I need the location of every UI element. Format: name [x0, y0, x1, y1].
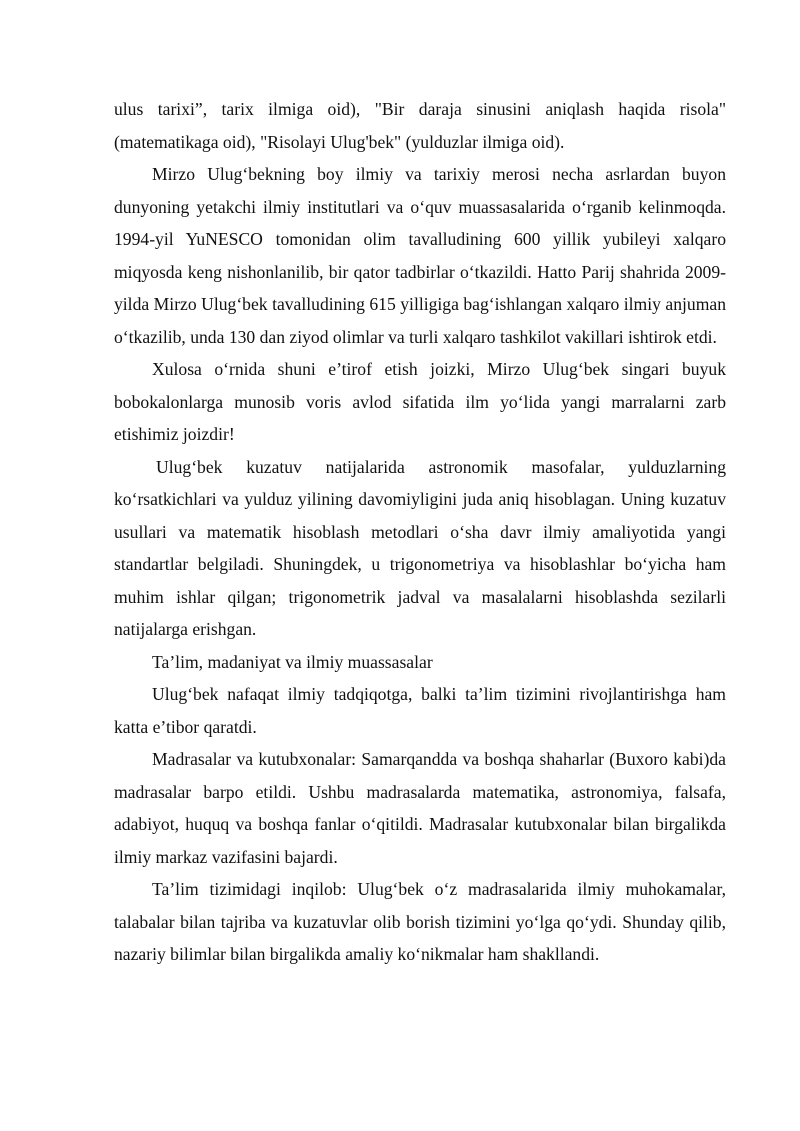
paragraph-legacy: Mirzo Ulug‘bekning boy ilmiy va tarixiy merosi necha asrlardan buyon dunyoning yetakchi ilmiy institutlari va o‘quv muassasalarida o‘rganib kelinmoqda. 1994-yil YuNESCO tomonidan olim tavalludining 600 yillik yubileyi xalqaro miqyosda keng nishonlanilib, bir qator tadbirlar o‘tkazildi. Hatto Parij shahrida 2009-yilda Mirzo Ulug‘bek tavalludining 615 yilligiga bag‘ishlangan xalqaro ilmiy anjuman o‘tkazilib, unda 130 dan ziyod olimlar va turli xalqaro tashkilot vakillari ishtirok etdi. [114, 164, 726, 347]
paragraph-continuation: ulus tarixi”, tarix ilmiga oid), "Bir daraja sinusini aniqlash haqida risola" (matematikaga oid), "Risolayi Ulug'bek" (yulduzlar ilmiga oid). [114, 99, 726, 152]
section-heading-education: Ta’lim, madaniyat va ilmiy muassasalar [152, 651, 433, 672]
paragraph-education-intro: Ulug‘bek nafaqat ilmiy tadqiqotga, balki ta’lim tizimini rivojlantirishga ham katta e’tibor qaratdi. [114, 684, 726, 737]
paragraph-education-revolution: Ta’lim tizimidagi inqilob: Ulug‘bek o‘z madrasalarida ilmiy muhokamalar, talabalar bilan tajriba va kuzatuvlar olib borish tizimini yo‘lga qo‘ydi. Shunday qilib, nazariy bilimlar bilan birgalikda amaliy ko‘nikmalar ham shakllandi. [114, 879, 726, 964]
paragraph-observations: Ulug‘bek kuzatuv natijalarida astronomik masofalar, yulduzlarning ko‘rsatkichlari va yulduz yilining davomiyligini juda aniq hisoblagan. Uning kuzatuv usullari va matematik hisoblash metodlari o‘sha davr ilmiy amaliyotida yangi standartlar belgiladi. Shuningdek, u trigonometriya va hisoblashlar bo‘yicha ham muhim ishlar qilgan; trigonometrik jadval va masalalarni hisoblashda sezilarli natijalarga erishgan. [114, 456, 726, 639]
paragraph-conclusion: Xulosa o‘rnida shuni e’tirof etish joizki, Mirzo Ulug‘bek singari buyuk bobokalonlarga munosib voris avlod sifatida ilm yo‘lida yangi marralarni zarb etishimiz joizdir! [114, 359, 726, 444]
paragraph-madrasas: Madrasalar va kutubxonalar: Samarqandda va boshqa shaharlar (Buxoro kabi)da madrasalar barpo etildi. Ushbu madrasalarda matematika, astronomiya, falsafa, adabiyot, huquq va boshqa fanlar o‘qitildi. Madrasalar kutubxonalar bilan birgalikda ilmiy markaz vazifasini bajardi. [114, 749, 726, 867]
page-body [114, 93, 726, 971]
